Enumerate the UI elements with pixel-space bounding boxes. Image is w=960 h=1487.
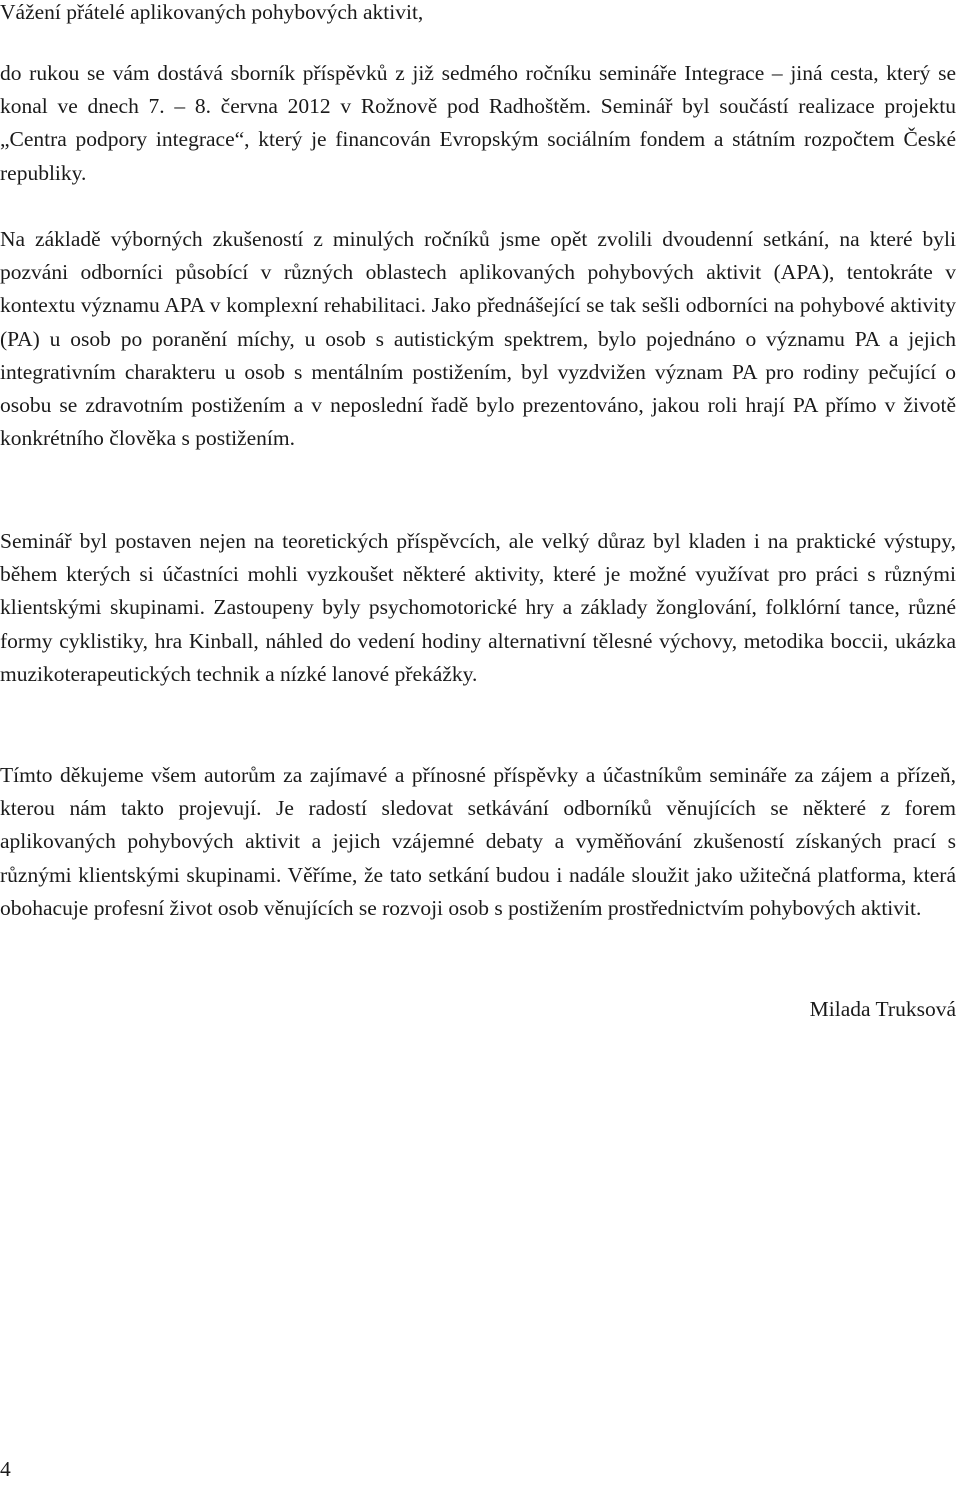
signature: Milada Truksová	[809, 997, 956, 1021]
paragraph-intro: do rukou se vám dostává sborník příspěvků z již sedmého ročníku semináře Integrace – jiná cesta, který se konal ve dnech 7. – 8. června 2012 v Rožnově pod Radhoštěm. Seminář byl součástí realizace projektu „Centra podpory integrace“, který je financován Evropským sociálním fondem a státním rozpočtem České republiky.	[0, 61, 956, 185]
paragraph-thanks: Tímto děkujeme všem autorům za zajímavé a přínosné příspěvky a účastníkům semináře za zájem a přízeň, kterou nám takto projevují. Je radostí sledovat setkávání odborníků věnujících se některé z forem aplikovaných pohybových aktivit a jejich vzájemné debaty a vyměňování zkušeností získaných prací s různými klientskými skupinami. Věříme, že tato setkání budou i nadále sloužit jako užitečná platforma, která obohacuje profesní život osob věnujících se rozvoji osob s postižením prostřednictvím pohybových aktivit.	[0, 763, 956, 920]
salutation: Vážení přátelé aplikovaných pohybových aktivit,	[0, 0, 424, 24]
paragraph-practical: Seminář byl postaven nejen na teoretických příspěvcích, ale velký důraz byl kladen i na praktické výstupy, během kterých si účastníci mohli vyzkoušet některé aktivity, které je možné využívat pro práci s různými klientskými skupinami. Zastoupeny byly psychomotorické hry a základy žonglování, folklórní tance, různé formy cyklistiky, hra Kinball, náhled do vedení hodiny alternativní tělesné výchovy, metodika boccii, ukázka muzikoterapeutických technik a nízké lanové překážky.	[0, 529, 956, 686]
paragraph-program: Na základě výborných zkušeností z minulých ročníků jsme opět zvolili dvoudenní setkání, na které byli pozváni odborníci působící v různých oblastech aplikovaných pohybových aktivit (APA), tentokráte v kontextu významu APA v komplexní rehabilitaci. Jako přednášející se tak sešli odborníci na pohybové aktivity (PA) u osob po poranění míchy, u osob s autistickým spektrem, bylo pojednáno o významu PA a jejich integrativním charakteru u osob s mentálním postižením, byl vyzdvižen význam PA pro rodiny pečující o osobu se zdravotním postižením a v neposlední řadě bylo prezentováno, jakou roli hrají PA přímo v životě konkrétního člověka s postižením.	[0, 227, 956, 451]
page-number: 4	[0, 1457, 11, 1481]
